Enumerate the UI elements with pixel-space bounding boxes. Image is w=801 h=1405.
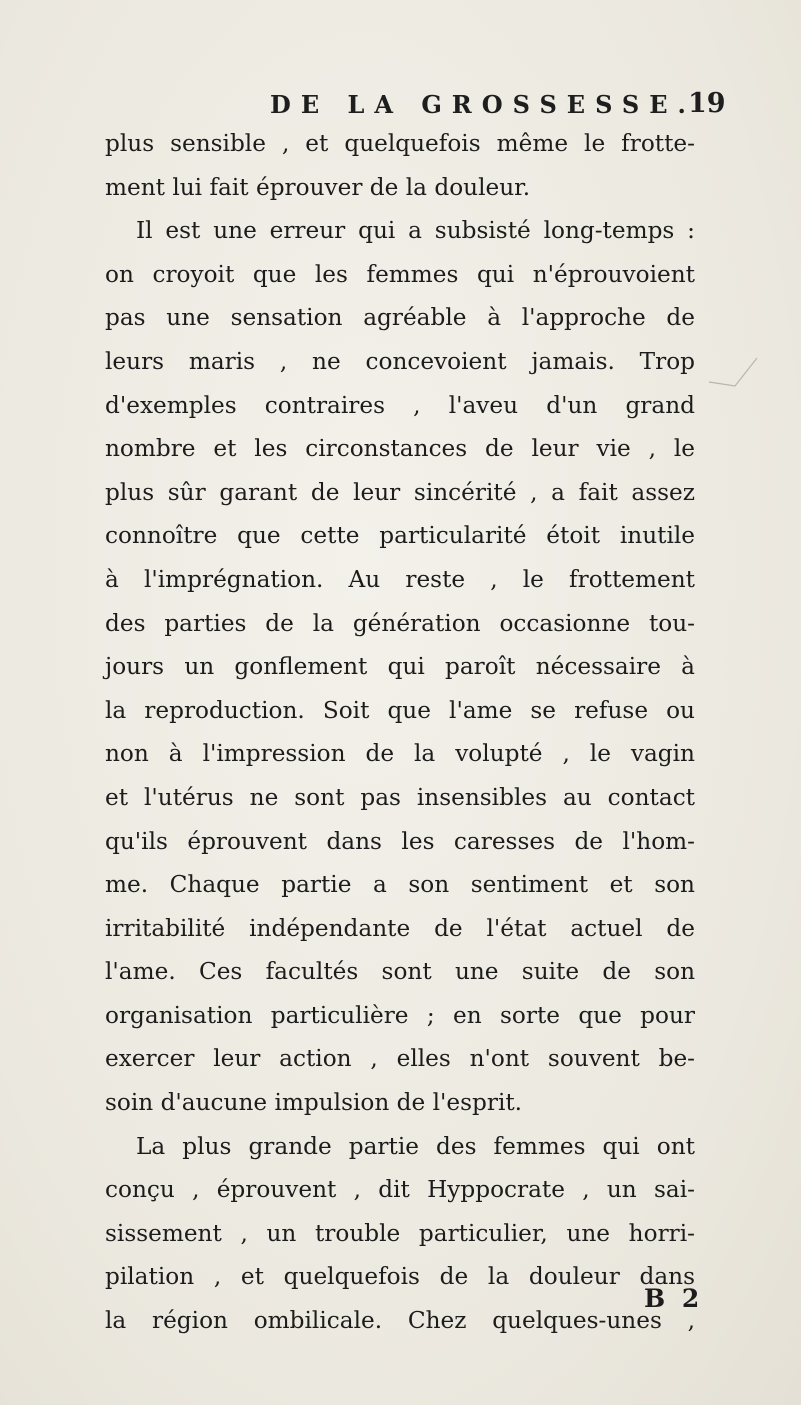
text-line: pilation , et quelquefois de la douleur dans: [105, 1263, 695, 1291]
page-number: 19: [688, 88, 726, 119]
running-head: DE LA GROSSESSE.: [270, 90, 696, 119]
text-line: sissement , un trouble particulier, une horri-: [105, 1219, 695, 1247]
text-line: jours un gonflement qui paroît nécessaire à: [105, 653, 695, 681]
text-line: leurs maris , ne concevoient jamais. Trop: [105, 347, 695, 375]
text-line: plus sensible , et quelquefois même le frotte-: [105, 130, 695, 157]
text-line: et l'utérus ne sont pas insensibles au contact: [105, 783, 695, 811]
text-line: Il est une erreur qui a subsisté long-temps :: [136, 217, 695, 245]
text-line: des parties de la génération occasionne tou-: [105, 609, 695, 637]
text-line: ment lui fait éprouver de la douleur.: [105, 173, 531, 201]
margin-pencil-mark: [705, 352, 761, 392]
text-line: l'ame. Ces facultés sont une suite de son: [105, 958, 695, 986]
text-line: non à l'impression de la volupté , le vagin: [105, 740, 695, 768]
text-line: soin d'aucune impulsion de l'esprit.: [105, 1089, 523, 1117]
text-line: conçu , éprouvent , dit Hyppocrate , un sai-: [105, 1176, 695, 1204]
text-line: irritabilité indépendante de l'état actuel de: [105, 914, 695, 942]
body-text: [105, 122, 695, 1343]
text-line: nombre et les circonstances de leur vie , le: [105, 435, 695, 463]
text-line: exercer leur action , elles n'ont souvent be-: [105, 1045, 695, 1073]
text-line: d'exemples contraires , l'aveu d'un grand: [105, 391, 695, 419]
text-line: connoître que cette particularité étoit inutile: [105, 522, 695, 550]
text-line: pas une sensation agréable à l'approche de: [105, 304, 695, 332]
text-line: la reproduction. Soit que l'ame se refuse ou: [105, 696, 695, 724]
text-line: me. Chaque partie a son sentiment et son: [105, 871, 695, 899]
text-line: la région ombilicale. Chez quelques-unes ,: [105, 1307, 695, 1335]
text-line: on croyoit que les femmes qui n'éprouvoient: [105, 260, 695, 288]
text-line: qu'ils éprouvent dans les caresses de l'hom-: [105, 827, 695, 855]
text-line: à l'imprégnation. Au reste , le frottement: [105, 565, 695, 593]
text-line: La plus grande partie des femmes qui ont: [136, 1132, 695, 1160]
text-line: plus sûr garant de leur sincérité , a fait assez: [105, 478, 695, 506]
text-line: organisation particulière ; en sorte que pour: [105, 1001, 695, 1029]
page-header: [0, 86, 801, 126]
signature-mark: B 2: [644, 1284, 704, 1313]
